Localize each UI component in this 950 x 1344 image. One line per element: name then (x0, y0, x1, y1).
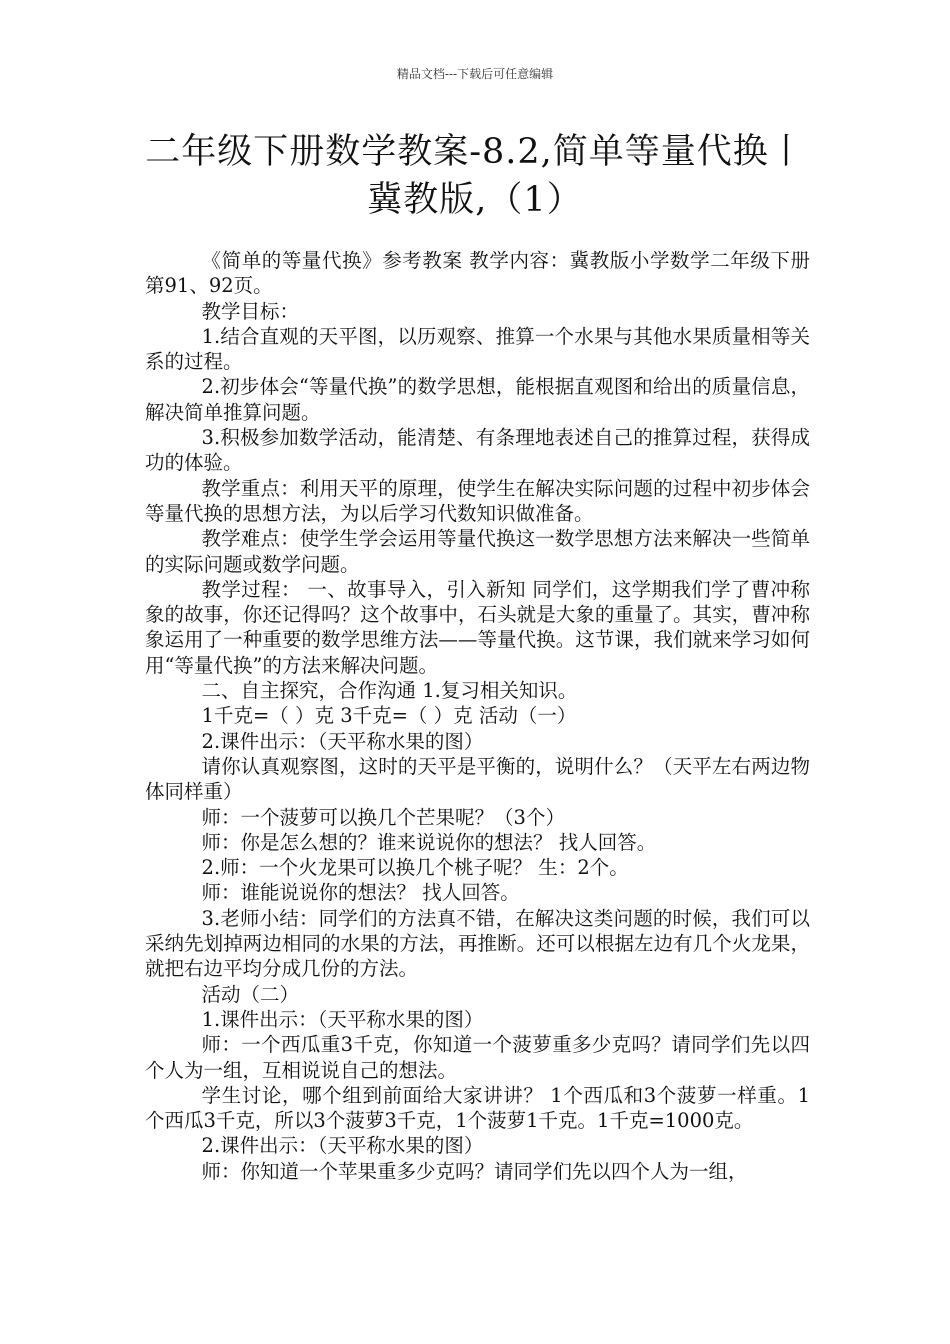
paragraph-courseware-2: 1.课件出示：（天平称水果的图） (201, 1007, 484, 1031)
paragraph-watermelon: 师：一个西瓜重3千克，你知道一个菠萝重多少克吗？请同学们先以四个人为一组，互相说说自己的想法。 (145, 1033, 810, 1082)
paragraph-intro: 《简单的等量代换》参考教案 教学内容：冀教版小学数学二年级下册第91、92页。 (145, 249, 810, 298)
paragraph-difficulty: 教学难点：使学生学会运用等量代换这一数学思想方法来解决一些简单的实际问题或数学问题。 (145, 527, 810, 576)
paragraph-objective-2: 2.初步体会“等量代换”的数学思想，能根据直观图和给出的质量信息，解决简单推算问题。 (145, 375, 810, 424)
paragraph-section-2: 二、自主探究，合作沟通 1.复习相关知识。 (201, 679, 578, 703)
paragraph-teacher-q1: 师：一个菠萝可以换几个芒果呢？（3个） (201, 805, 565, 829)
title-line-2: 冀教版,（1） (367, 180, 583, 220)
header-note: 精品文档---下载后可任意编辑 (396, 67, 554, 81)
paragraph-objective-3: 3.积极参加数学活动，能清楚、有条理地表述自己的推算过程，获得成功的体验。 (145, 426, 810, 475)
paragraph-teacher-q4: 师：谁能说说你的想法？ 找人回答。 (201, 881, 520, 905)
paragraph-discussion: 学生讨论，哪个组到前面给大家讲讲？ 1个西瓜和3个菠萝一样重。1个西瓜3千克，所以3个菠萝3千克，1个菠萝1千克。1千克=1000克。 (145, 1083, 810, 1133)
paragraph-observe: 请你认真观察图，这时的天平是平衡的，说明什么？（天平左右两边物体同样重） (145, 754, 810, 804)
paragraph-apple: 师：你知道一个苹果重多少克吗？请同学们先以四个人为一组， (201, 1159, 748, 1183)
paragraph-review: 1千克=（ ）克 3千克=（ ）克 活动（一） (201, 704, 577, 728)
paragraph-teacher-q3: 2.师：一个火龙果可以换几个桃子呢？ 生：2个。 (201, 856, 629, 880)
paragraph-summary: 3.老师小结：同学们的方法真不错，在解决这类问题的时候，我们可以采纳先划掉两边相同的水果的方法，再推断。还可以根据左边有几个火龙果，就把右边平均分成几份的方法。 (145, 906, 810, 981)
document-title (100, 128, 850, 224)
title-line-1: 二年级下册数学教案-8.2,简单等量代换丨 (145, 132, 805, 172)
paragraph-teacher-q2: 师：你是怎么想的？谁来说说你的想法？ 找人回答。 (201, 830, 657, 854)
paragraph-process: 教学过程： 一、故事导入，引入新知 同学们，这学期我们学了曹冲称象的故事，你还记得吗？这个故事中，石头就是大象的重量了。其实，曹冲称象运用了一种重要的数学思维方法——等量代换。这节课，我们就来学习如何用“等量代换”的方法来解决问题。 (145, 577, 810, 677)
document-body (145, 248, 810, 1184)
paragraph-objective-1: 1.结合直观的天平图，以历观察、推算一个水果与其他水果质量相等关系的过程。 (145, 324, 810, 374)
paragraph-courseware-3: 2.课件出示：（天平称水果的图） (201, 1134, 484, 1158)
paragraph-activity-2: 活动（二） (201, 982, 300, 1006)
paragraph-key-point: 教学重点：利用天平的原理，使学生在解决实际问题的过程中初步体会等量代换的思想方法，为以后学习代数知识做准备。 (145, 476, 810, 525)
paragraph-objectives-heading: 教学目标： (201, 299, 300, 323)
paragraph-courseware-1: 2.课件出示：（天平称水果的图） (201, 729, 484, 753)
